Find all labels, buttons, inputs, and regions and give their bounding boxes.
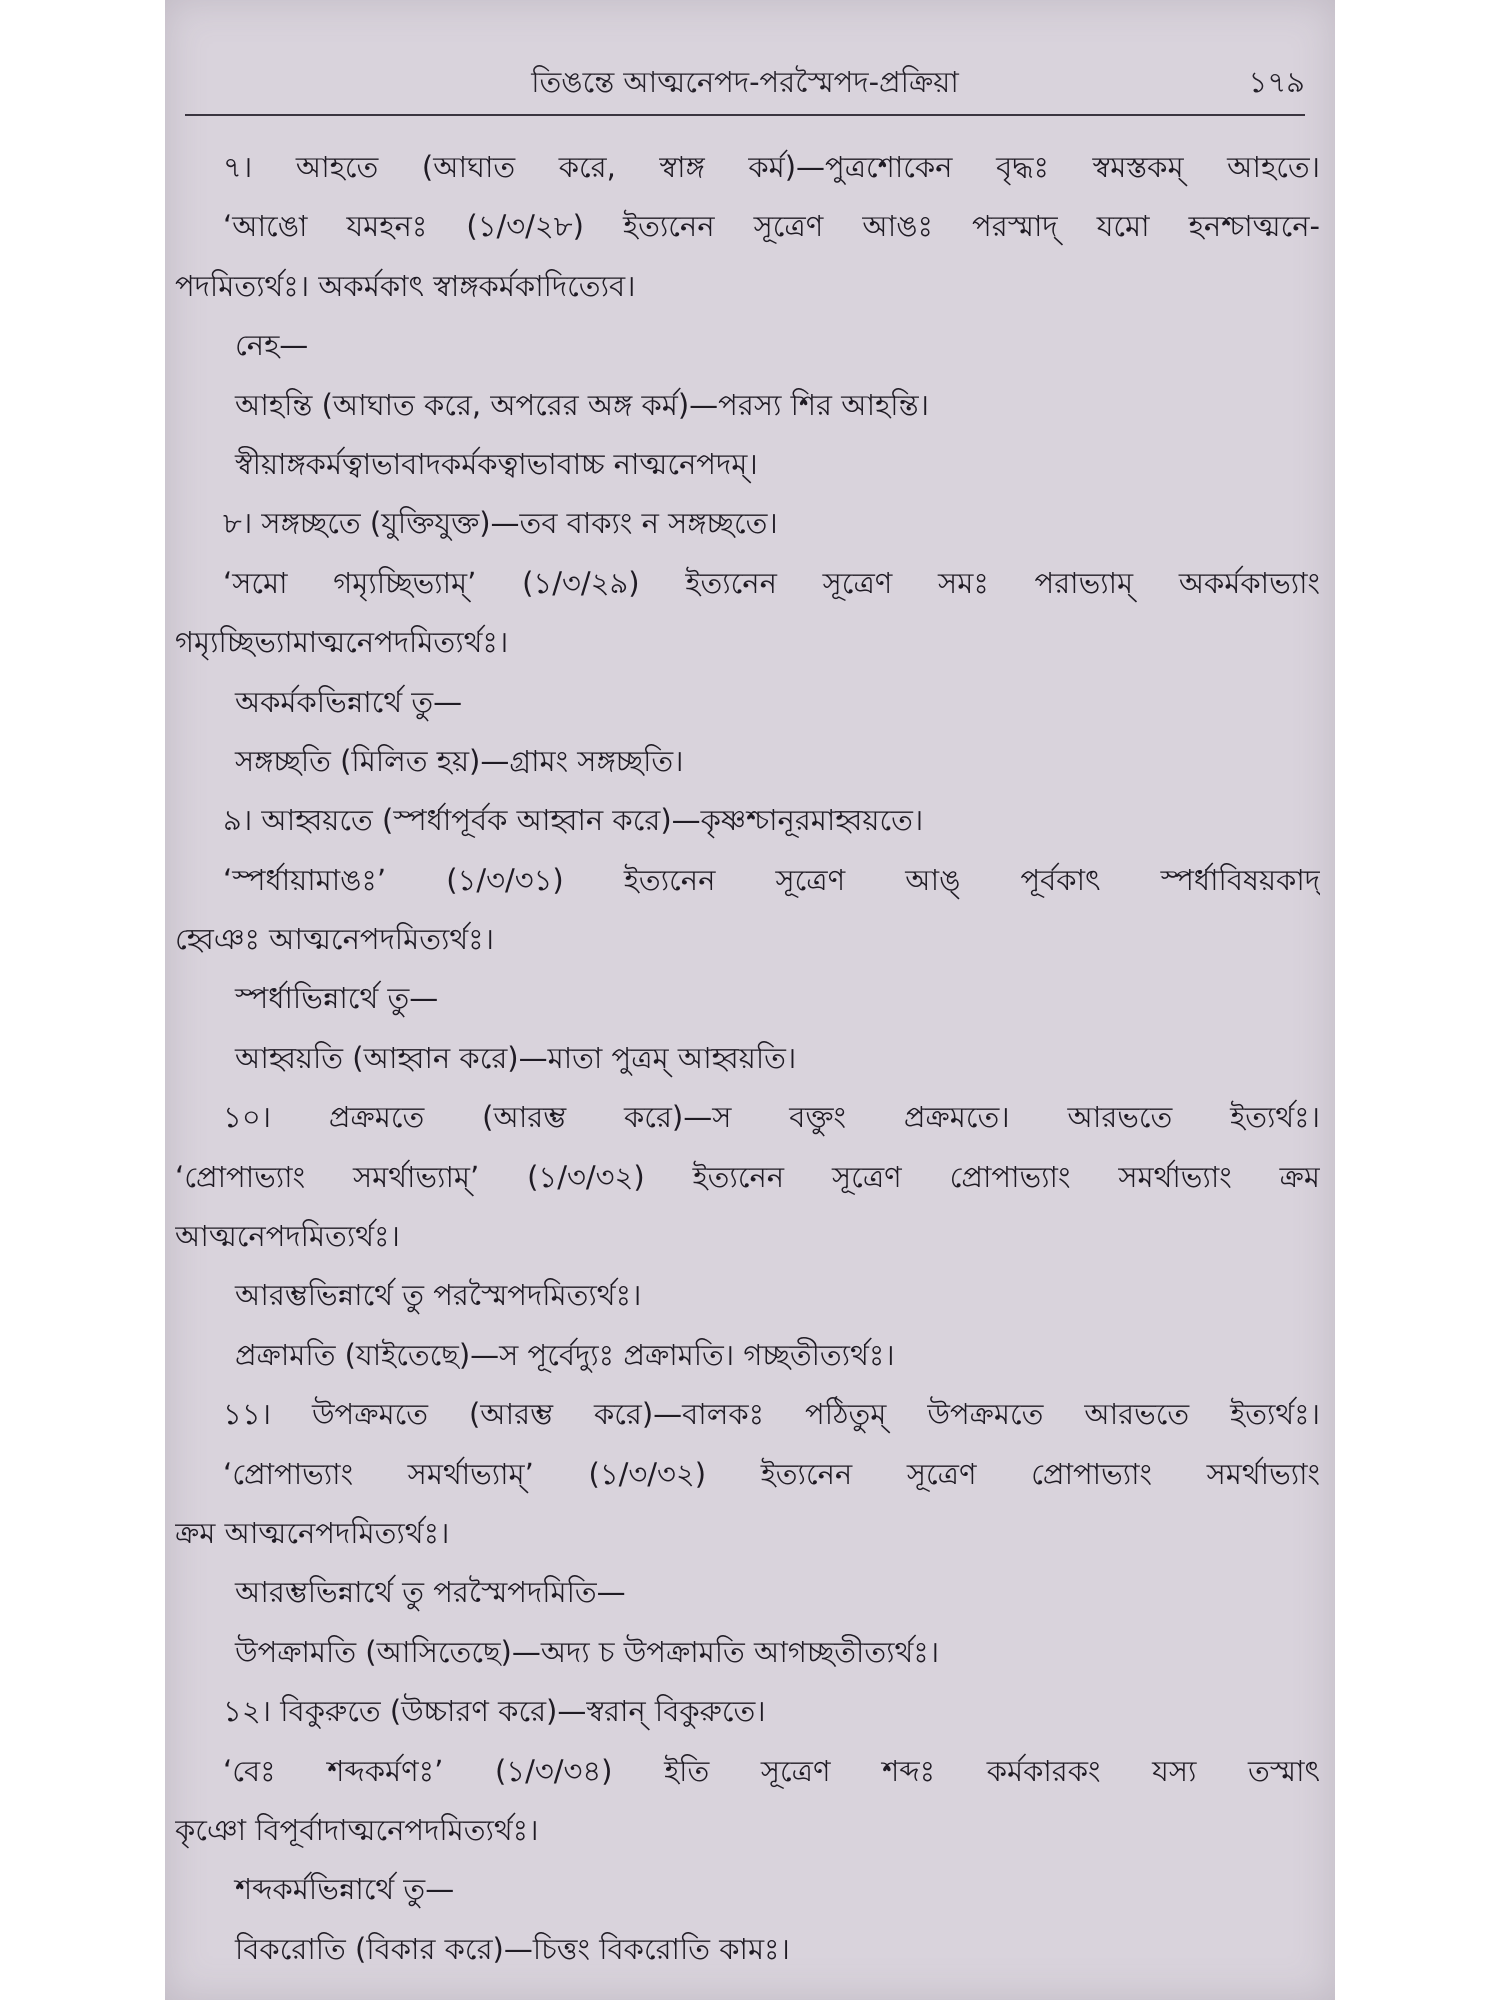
text-line: আরম্ভভিন্নার্থে তু পরস্মৈপদমিতি— <box>235 1575 626 1610</box>
text-line: উপক্রামতি (আসিতেছে)—অদ্য চ উপক্রামতি আগচ্ছতীত্যর্থঃ। <box>235 1634 940 1669</box>
text-line: কৃঞো বিপূর্বাদাত্মনেপদমিত্যর্থঃ। <box>175 1812 539 1847</box>
text-line: ‘স্পর্ধায়ামাঙঃ’ (১/৩/৩১) ইত্যনেন সূত্রেণ আঙ্ পূর্বকাৎ স্পর্ধাবিষয়কাদ্ <box>223 862 1320 897</box>
text-line: ১০। প্রক্রমতে (আরম্ভ করে)—স বক্তুং প্রক্রমতে। আরভতে ইত্যর্থঃ। <box>223 1100 1320 1135</box>
page-body <box>175 138 1320 1979</box>
header-title: তিঙন্তে আত্মনেপদ-পরস্মৈপদ-প্রক্রিয়া <box>531 65 959 99</box>
text-line: ‘প্রোপাভ্যাং সমর্থাভ্যাম্’ (১/৩/৩২) ইত্যনেন সূত্রেণ প্রোপাভ্যাং সমর্থাভ্যাং <box>223 1456 1320 1491</box>
text-line: বিকরোতি (বিকার করে)—চিত্তং বিকরোতি কামঃ। <box>235 1931 790 1966</box>
text-line: সঙ্গচ্ছতি (মিলিত হয়)—গ্রামং সঙ্গচ্ছতি। <box>235 743 684 778</box>
text-line: স্বীয়াঙ্গকর্মত্বাভাবাদকর্মকত্বাভাবাচ্চ নাত্মনেপদম্। <box>235 446 758 481</box>
text-line: আরম্ভভিন্নার্থে তু পরস্মৈপদমিত্যর্থঃ। <box>235 1278 642 1313</box>
text-line: আহ্বয়তি (আহ্বান করে)—মাতা পুত্রম্ আহ্বয়তি। <box>235 1040 797 1075</box>
text-line: পদমিত্যর্থঃ। অকর্মকাৎ স্বাঙ্গকর্মকাদিত্যেব। <box>175 268 636 303</box>
running-header <box>185 50 1305 116</box>
text-line: আত্মনেপদমিত্যর্থঃ। <box>175 1219 400 1254</box>
text-line: ‘প্রোপাভ্যাং সমর্থাভ্যাম্’ (১/৩/৩২) ইত্যনেন সূত্রেণ প্রোপাভ্যাং সমর্থাভ্যাং ক্রম <box>175 1159 1320 1194</box>
text-line: ১২। বিকুরুতে (উচ্চারণ করে)—স্বরান্ বিকুরুতে। <box>223 1694 766 1729</box>
text-line: ‘আঙো যমহনঃ (১/৩/২৮) ইত্যনেন সূত্রেণ আঙঃ পরস্মাদ্ যমো হনশ্চাত্মনে- <box>223 209 1320 244</box>
text-line: ‘সমো গম্যৃচ্ছিভ্যাম্’ (১/৩/২৯) ইত্যনেন সূত্রেণ সমঃ পরাভ্যাম্ অকর্মকাভ্যাং <box>223 565 1320 600</box>
text-line: ৭। আহতে (আঘাত করে, স্বাঙ্গ কর্ম)—পুত্রশোকেন বৃদ্ধঃ স্বমস্তকম্ আহতে। <box>223 150 1320 184</box>
text-line: ১১। উপক্রমতে (আরম্ভ করে)—বালকঃ পঠিতুম্ উপক্রমতে আরভতে ইত্যর্থঃ। <box>223 1397 1320 1432</box>
text-line: ৯। আহ্বয়তে (স্পর্ধাপূর্বক আহ্বান করে)—কৃষ্ণশ্চানূরমাহ্বয়তে। <box>223 803 924 838</box>
text-line: ‘বেঃ শব্দকর্মণঃ’ (১/৩/৩৪) ইতি সূত্রেণ শব্দঃ কর্মকারকং যস্য তস্মাৎ <box>223 1753 1320 1788</box>
text-line: আহন্তি (আঘাত করে, অপরের অঙ্গ কর্ম)—পরস্য শির আহন্তি। <box>235 387 929 422</box>
page-number: ১৭৯ <box>1248 65 1305 99</box>
book-page <box>165 0 1335 2000</box>
text-line: অকর্মকভিন্নার্থে তু— <box>235 684 463 719</box>
text-line: ৮। সঙ্গচ্ছতে (যুক্তিযুক্ত)—তব বাক্যং ন সঙ্গচ্ছতে। <box>223 506 778 541</box>
text-line: গম্যৃচ্ছিভ্যামাত্মনেপদমিত্যর্থঃ। <box>175 625 509 660</box>
text-line: প্রক্রামতি (যাইতেছে)—স পূর্বেদ্যুঃ প্রক্রামতি। গচ্ছতীত্যর্থঃ। <box>235 1337 895 1372</box>
text-line: নেহ— <box>235 328 309 363</box>
text-line: ক্রম আত্মনেপদমিত্যর্থঃ। <box>175 1515 450 1550</box>
text-line: হ্বেঞঃ আত্মনেপদমিত্যর্থঃ। <box>175 922 494 957</box>
text-line: স্পর্ধাভিন্নার্থে তু— <box>235 981 439 1016</box>
text-line: শব্দকর্মভিন্নার্থে তু— <box>235 1872 455 1907</box>
